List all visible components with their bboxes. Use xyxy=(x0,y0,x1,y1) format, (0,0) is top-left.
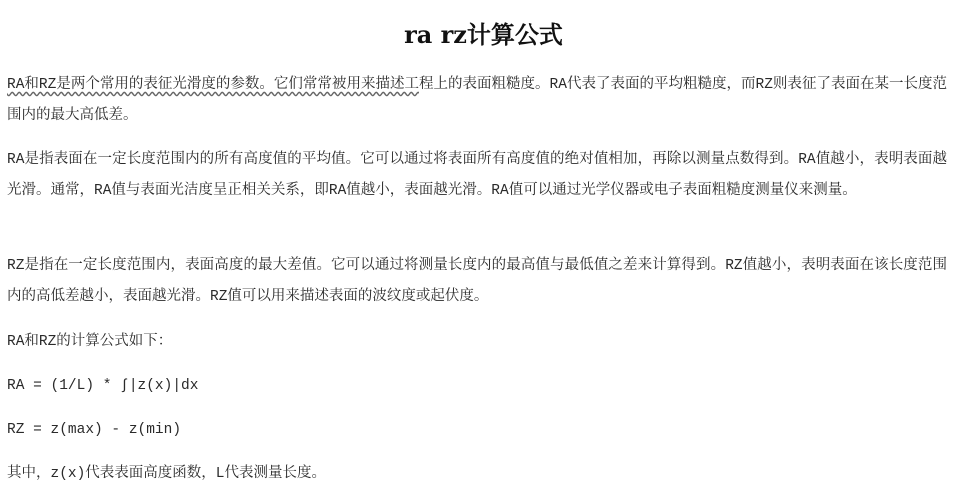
page-title: ra rz计算公式 xyxy=(404,20,563,49)
rz-definition-paragraph: RZ是指在一定长度范围内，表面高度的最大差值。它可以通过将测量长度内的最高值与最低值之差来计算得到。RZ值越小，表明表面在该长度范围内的高低差越小，表面越光滑。RZ值可以用来描述表面的波纹度或起伏度。 xyxy=(7,258,947,305)
variable-explanation-paragraph: 其中，z(x)代表表面高度函数，L代表测量长度。 xyxy=(7,466,327,482)
intro-text: 程上的表面粗糙度。RA代表了表面的平均粗糙度，而RZ则表征了表面在某一长度范围内的最大高低差。 xyxy=(7,77,947,124)
rz-formula: RZ = z(max) - z(min) xyxy=(7,422,182,438)
intro-paragraph xyxy=(7,70,947,132)
formula-intro-paragraph: RA和RZ的计算公式如下： xyxy=(7,334,173,350)
ra-formula: RA = (1/L) * ∫|z(x)|dx xyxy=(7,378,199,394)
intro-underlined-text: RA和RZ是两个常用的表征光滑度的参数。它们常常被用来描述工 xyxy=(7,77,419,93)
ra-definition-paragraph: RA是指表面在一定长度范围内的所有高度值的平均值。它可以通过将表面所有高度值的绝对值相加，再除以测量点数得到。RA值越小，表明表面越光滑。通常，RA值与表面光洁度呈正相关关系，即RA值越小，表面越光滑。RA值可以通过光学仪器或电子表面粗糙度测量仪来测量。 xyxy=(7,152,947,199)
